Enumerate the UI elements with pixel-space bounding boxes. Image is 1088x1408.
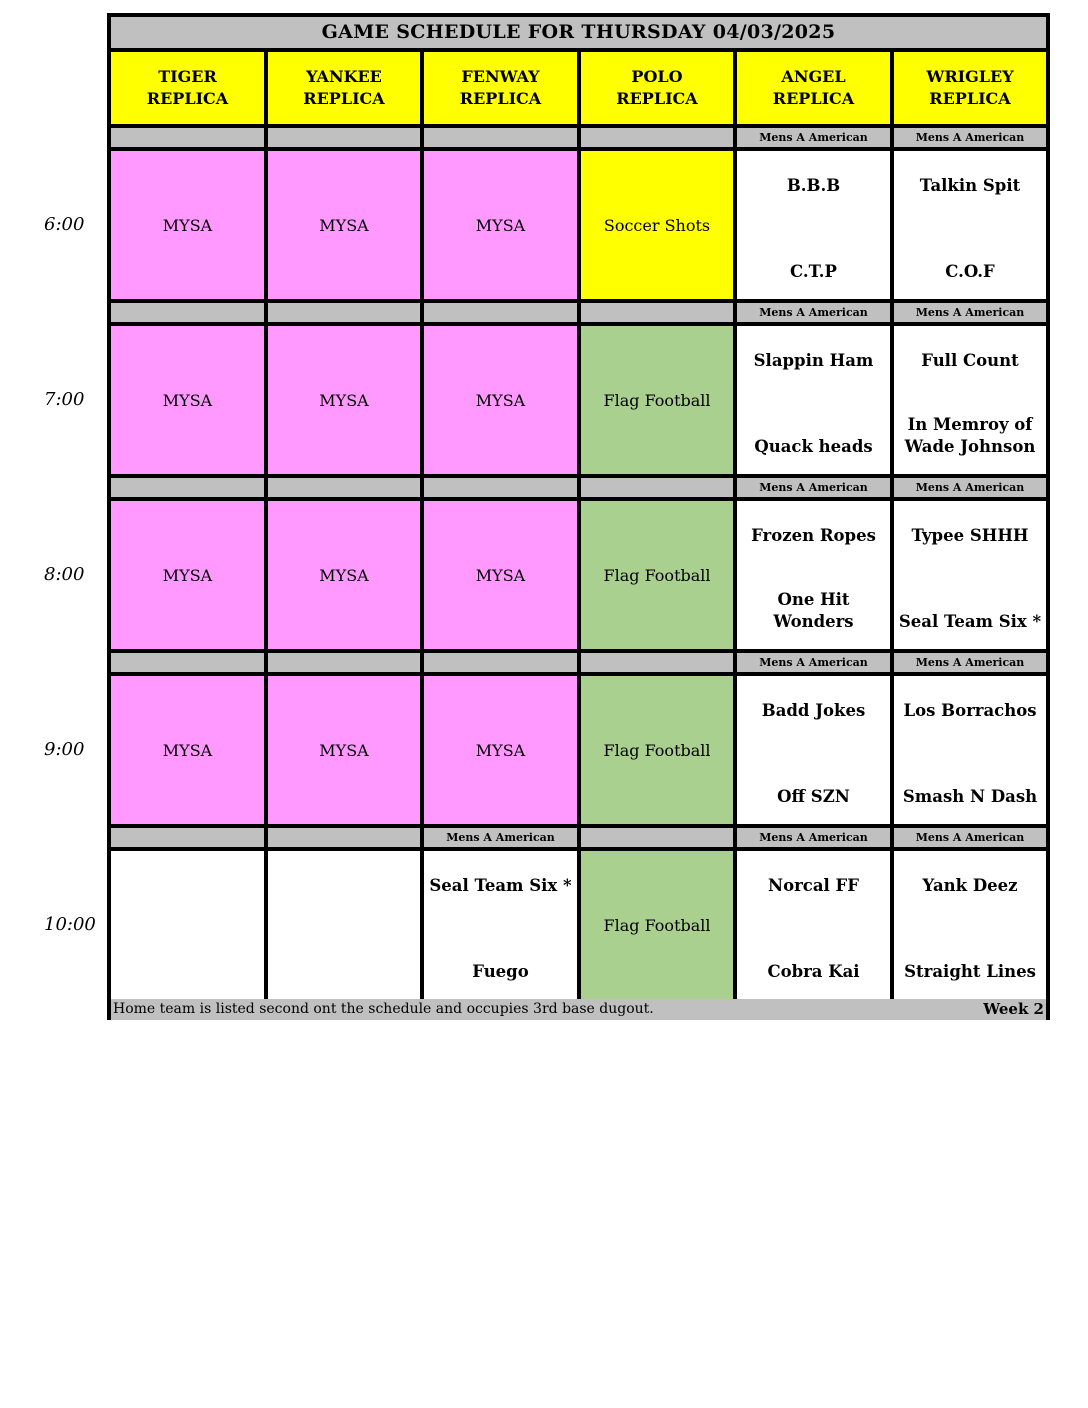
division-label xyxy=(424,653,577,672)
away-team: Seal Team Six * xyxy=(429,876,572,895)
game-cell xyxy=(894,676,1046,824)
home-team: Off SZN xyxy=(777,787,850,806)
block-text: Flag Football xyxy=(603,565,711,585)
division-label: Mens A American xyxy=(737,653,890,672)
block-text: MYSA xyxy=(319,740,369,760)
block-text: MYSA xyxy=(162,740,213,760)
reserved-block xyxy=(111,676,264,824)
field-type: REPLICA xyxy=(146,89,229,108)
division-label xyxy=(111,303,264,322)
game-cell xyxy=(894,151,1046,299)
field-type: REPLICA xyxy=(772,89,855,108)
division-label xyxy=(268,653,420,672)
field-name: FENWAY xyxy=(461,67,540,86)
field-type: REPLICA xyxy=(459,89,542,108)
reserved-block xyxy=(581,501,733,649)
block-text: Flag Football xyxy=(603,915,711,935)
block-text: Flag Football xyxy=(603,390,711,410)
away-team: Norcal FF xyxy=(768,876,859,895)
field-name: YANKEE xyxy=(306,67,382,86)
division-label xyxy=(581,303,733,322)
block-text: MYSA xyxy=(475,740,526,760)
field-type: REPLICA xyxy=(929,89,1011,108)
division-label xyxy=(268,303,420,322)
block-text: MYSA xyxy=(475,565,526,585)
block-text: MYSA xyxy=(475,215,526,235)
field-header xyxy=(737,52,890,124)
schedule-footer xyxy=(111,999,1046,1020)
field-name: ANGEL xyxy=(781,67,846,86)
reserved-block xyxy=(424,676,577,824)
reserved-block xyxy=(268,151,420,299)
division-label xyxy=(581,128,733,147)
division-label: Mens A American xyxy=(424,828,577,847)
away-team: Full Count xyxy=(921,351,1019,370)
game-cell xyxy=(737,851,890,999)
block-text: Soccer Shots xyxy=(603,215,711,235)
week-label: Week 2 xyxy=(983,1000,1044,1018)
away-team: Yank Deez xyxy=(922,876,1018,895)
block-text: MYSA xyxy=(475,390,526,410)
division-label xyxy=(581,478,733,497)
block-text: MYSA xyxy=(162,215,213,235)
division-label: Mens A American xyxy=(894,303,1046,322)
block-text: MYSA xyxy=(162,390,213,410)
division-label: Mens A American xyxy=(737,828,890,847)
game-cell xyxy=(424,851,577,999)
division-label: Mens A American xyxy=(737,303,890,322)
field-header xyxy=(268,52,420,124)
away-team: Typee SHHH xyxy=(911,526,1029,545)
away-team: Frozen Ropes xyxy=(751,526,876,545)
game-cell xyxy=(737,501,890,649)
time-label: 7:00 xyxy=(44,389,85,410)
reserved-block xyxy=(581,851,733,999)
division-label xyxy=(424,303,577,322)
reserved-block xyxy=(111,151,264,299)
field-type: REPLICA xyxy=(303,89,385,108)
block-text: MYSA xyxy=(162,565,213,585)
block-text: MYSA xyxy=(319,390,369,410)
field-name: WRIGLEY xyxy=(926,67,1014,86)
home-team: Cobra Kai xyxy=(767,962,860,981)
division-label xyxy=(581,828,733,847)
division-label: Mens A American xyxy=(894,653,1046,672)
division-label xyxy=(111,128,264,147)
division-label xyxy=(268,128,420,147)
division-label xyxy=(424,478,577,497)
game-cell xyxy=(894,501,1046,649)
field-type: REPLICA xyxy=(616,89,698,108)
game-cell xyxy=(894,326,1046,474)
game-cell xyxy=(737,676,890,824)
division-label: Mens A American xyxy=(737,478,890,497)
reserved-block xyxy=(424,151,577,299)
division-label xyxy=(268,478,420,497)
reserved-block xyxy=(111,326,264,474)
field-header xyxy=(894,52,1046,124)
reserved-block xyxy=(268,326,420,474)
block-text: MYSA xyxy=(319,215,369,235)
game-cell xyxy=(737,151,890,299)
division-label: Mens A American xyxy=(894,128,1046,147)
empty-slot xyxy=(268,851,420,999)
division-label xyxy=(111,653,264,672)
home-team: C.O.F xyxy=(945,262,995,281)
home-team: C.T.P xyxy=(790,262,837,281)
time-label: 6:00 xyxy=(44,214,85,235)
block-text: Flag Football xyxy=(603,740,711,760)
game-cell xyxy=(737,326,890,474)
division-label xyxy=(581,653,733,672)
away-team: B.B.B xyxy=(786,176,841,195)
reserved-block xyxy=(268,676,420,824)
away-team: Talkin Spit xyxy=(919,176,1021,195)
field-name: TIGER xyxy=(158,67,217,86)
home-team: Straight Lines xyxy=(904,962,1036,981)
home-team: Smash N Dash xyxy=(902,787,1038,806)
footer-note: Home team is listed second ont the schedule and occupies 3rd base dugout. xyxy=(113,1001,654,1017)
empty-slot xyxy=(111,851,264,999)
division-label xyxy=(111,828,264,847)
division-label: Mens A American xyxy=(894,828,1046,847)
reserved-block xyxy=(424,326,577,474)
reserved-block xyxy=(424,501,577,649)
reserved-block xyxy=(581,326,733,474)
home-team: In Memroy of Wade Johnson xyxy=(904,415,1036,456)
division-label: Mens A American xyxy=(894,478,1046,497)
block-text: MYSA xyxy=(319,565,369,585)
reserved-block xyxy=(581,676,733,824)
field-header xyxy=(111,52,264,124)
time-label: 8:00 xyxy=(44,564,85,585)
reserved-block xyxy=(581,151,733,299)
home-team: Fuego xyxy=(472,962,529,981)
schedule-table xyxy=(107,13,1050,1020)
division-label xyxy=(424,128,577,147)
reserved-block xyxy=(111,501,264,649)
division-label xyxy=(111,478,264,497)
home-team: Seal Team Six * xyxy=(898,612,1042,631)
field-header xyxy=(581,52,733,124)
away-team: Los Borrachos xyxy=(903,701,1037,720)
time-column xyxy=(0,0,108,1408)
reserved-block xyxy=(268,501,420,649)
division-label xyxy=(268,828,420,847)
time-label: 10:00 xyxy=(44,914,96,935)
division-label: Mens A American xyxy=(737,128,890,147)
away-team: Badd Jokes xyxy=(761,701,866,720)
home-team: One Hit Wonders xyxy=(773,590,854,631)
game-cell xyxy=(894,851,1046,999)
home-team: Quack heads xyxy=(754,437,873,456)
away-team: Slappin Ham xyxy=(753,351,874,370)
schedule-title: GAME SCHEDULE FOR THURSDAY 04/03/2025 xyxy=(111,17,1046,48)
field-header xyxy=(424,52,577,124)
time-label: 9:00 xyxy=(44,739,85,760)
field-name: POLO xyxy=(631,67,683,86)
